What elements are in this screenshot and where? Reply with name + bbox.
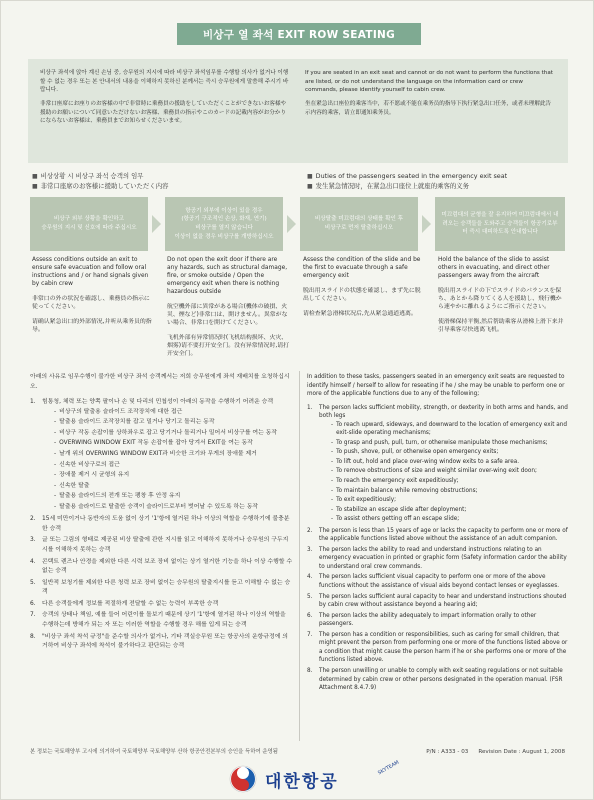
notice-korean: 비상구 좌석에 앉아 계신 손님 중, 승무원의 지시에 따라 비상구 좌석임무를 수행할 의사가 없거나 이행 할 수 없는 경우 또는 본 안내서의 내용을 이해하지 못하신 분께서는 즉시 승무원에게 말씀해 주시기 바랍니다. <box>40 70 289 94</box>
duties-heading-right: ■ Duties of the passengers seated in the emergency exit seat ■ 发生紧急情况时，在紧急出口座位上就座的乘客的义务 <box>307 172 508 190</box>
item-number: 6. <box>307 612 313 619</box>
sub-item <box>54 418 277 428</box>
sub-item <box>54 471 277 481</box>
item-body <box>42 515 292 534</box>
dash-icon: - <box>54 503 57 510</box>
list-item <box>30 558 292 577</box>
item-number: 5. <box>307 593 313 600</box>
sub-item-text: To push, shove, pull, or otherwise open emergency exits; <box>336 449 499 456</box>
list-item <box>307 546 569 572</box>
flow-desc-2-zh: 飞机外部有异常情况时(飞机结构损坏、火灾、烟雾)请不要打开安全门。没有异常情况时,请打开安全门。 <box>167 334 289 357</box>
duty-flow <box>30 195 568 253</box>
item-text: The person lacks the ability adequately to impart information orally to other passengers. <box>319 612 537 628</box>
notice-box <box>28 59 568 163</box>
sub-item <box>54 482 277 492</box>
item-number: 3. <box>307 546 313 553</box>
dash-icon: - <box>331 487 334 494</box>
item-number: 8. <box>307 667 313 674</box>
sub-item <box>54 439 277 449</box>
item-number: 5. <box>30 579 36 586</box>
item-body <box>319 546 569 572</box>
list-item <box>307 573 569 590</box>
restrictions-intro: In addition to these tasks, passengers seated in an emergency exit seats are requested to identify himself / herself to allow for reseating if he / she may be unable to perform one or more of the applicable functions due to any of the following; <box>307 374 565 398</box>
item-number: 2. <box>30 516 36 523</box>
restrictions-english <box>307 373 569 695</box>
column-divider <box>299 371 300 741</box>
item-body <box>42 398 277 513</box>
sub-item <box>331 421 569 438</box>
list-item <box>30 633 292 652</box>
item-number: 1. <box>307 404 313 411</box>
sub-item <box>54 450 277 460</box>
dash-icon: - <box>331 516 334 523</box>
item-number: 4. <box>307 574 313 581</box>
item-text: 15세 미만이거나 동반자의 도움 없이 상기 '1'항에 열거된 하나 이상의 역할을 수행하기에 불충분한 승객 <box>42 516 290 532</box>
sub-item <box>331 487 569 496</box>
sub-item-text: 장애물 제거 시 균형의 유지 <box>59 472 130 479</box>
list-item <box>307 612 569 629</box>
sub-item-text: 신속한 비상구로의 접근 <box>59 461 120 468</box>
sub-list <box>54 408 277 513</box>
flow-step-4: 미끄럼대의 균형을 잘 유지하여 미끄럼대에서 내려오는 승객들을 도와주고 승객들이 항공기로부터 즉시 대피하도록 안내합니다 <box>435 197 565 251</box>
sub-item-text: 날개 위의 OVERWING WINDOW EXIT과 비슷한 크기와 무게의 장애물 제거 <box>59 450 257 457</box>
flow-desc-1 <box>32 257 152 342</box>
part-number: P/N : A333 - 03 <box>426 749 469 755</box>
dash-icon: - <box>331 458 334 465</box>
item-body <box>42 633 292 652</box>
sub-item <box>54 429 277 439</box>
arrow-icon <box>287 215 296 233</box>
sub-item <box>331 458 569 467</box>
taegeuk-icon <box>229 765 257 793</box>
sub-item-text: To reach the emergency exit expeditiously; <box>336 478 459 485</box>
sub-item <box>331 467 569 476</box>
item-text: 글 또는 그림의 형태로 제공된 비상 탈출에 관한 지시를 읽고 이해하지 못하거나 승무원의 구두지시를 이해하지 못하는 승객 <box>42 537 289 553</box>
list-item <box>30 611 292 630</box>
item-text: The person lacks sufficient aural capacity to hear and understand instructions shouted by cabin crew without assistance beyond a hearing aid; <box>319 593 567 609</box>
arrow-icon <box>152 215 161 233</box>
item-body <box>319 527 569 544</box>
item-text: The person has a condition or responsibilities, such as caring for small children, that might prevent the person from performing one or more of the functions listed above or a condition that might cause the person harm if he or she performs one or more of the functions listed above. <box>319 631 568 664</box>
sub-item <box>54 408 277 418</box>
item-text: 승객의 상태나 책임, 예를 들어 어린이를 돌보기 때문에 상기 '1'항에 열거된 하나 이상의 역할을 수행하는데 방해가 되는 자 또는 이러한 역할을 수행할 경우 해를 입게 되는 승객 <box>42 612 286 628</box>
sub-item-text: To assist others getting off an escape slide; <box>336 516 460 523</box>
flow-step-2: 항공기 외부에 이상이 있을 경우 (항공기 구조적인 손상, 화재, 연기) 비상구를 열지 않습니다 이상이 없을 경우 비상구를 개방하십시오 <box>165 197 283 251</box>
sub-item-text: To reach upward, sideways, and downward to the location of emergency exit and exit-slide operating mechanisms; <box>336 421 567 437</box>
item-body <box>42 558 292 577</box>
sub-item-text: To maintain balance while removing obstructions; <box>336 487 478 494</box>
restrictions-korean <box>30 373 292 654</box>
dash-icon: - <box>54 472 57 479</box>
flow-desc-2-ja: 航空機外部に異常がある場合(機体の破損、火災、煙など)非常口は、開けません。異常がない場合、非常口を開けてください。 <box>167 303 288 326</box>
page-title: 비상구 열 좌석 EXIT ROW SEATING <box>177 23 421 45</box>
approval-note: 본 정보는 국토해양부 고시에 의거하여 국토해양부 국토해양부 산하 항공안전본부의 승인을 득하여 운영됨 <box>30 749 278 755</box>
sub-item <box>331 506 569 515</box>
list-item <box>30 398 292 513</box>
item-body <box>319 573 569 590</box>
flow-desc-3 <box>303 257 423 326</box>
dash-icon: - <box>331 439 334 446</box>
sub-item-text: 탈출용 슬라이드 조작장치를 잡고 밀거나 당기고 돌리는 동작 <box>59 419 215 426</box>
duties-english: Duties of the passengers seated in the emergency exit seat <box>315 172 508 180</box>
item-body <box>42 600 218 610</box>
item-number: 4. <box>30 558 36 565</box>
restrictions-list <box>307 404 569 693</box>
dash-icon: - <box>54 419 57 426</box>
item-text: 다른 승객들에게 정보를 적절하게 전달할 수 없는 능력이 부족한 승객 <box>42 600 219 607</box>
sub-item-text: To lift out, hold and place over-wing window exits to a safe area. <box>336 458 520 465</box>
item-body <box>319 612 569 629</box>
list-item <box>307 404 569 525</box>
flow-step-1: 비상구 외부 상황을 확인하고 승무원의 지시 및 신호에 따라 주십시오 <box>30 197 148 251</box>
sub-item-text: 탈출용 슬라이드의 전개 또는 팽창 후 안정 유지 <box>59 493 181 500</box>
list-item <box>30 536 292 555</box>
dash-icon: - <box>54 450 57 457</box>
sub-item <box>331 477 569 486</box>
item-text: "비상구 좌석 착석 규정"을 준수할 의사가 없거나, 기타 객실승무원 또는 항공사의 운항규정에 의거하여 비상구 좌석에 착석이 불가하다고 판단되는 승객 <box>42 633 288 650</box>
notice-right <box>305 69 556 153</box>
flow-desc-1-zh: 请确认紧急出口的外部情况,并听从乘务员的指导。 <box>32 318 152 333</box>
flow-desc-4-zh: 使滑梯保持平衡,然后帮助乘客从滑梯上滑下来并引导乘客尽快逃离飞机。 <box>438 318 564 333</box>
item-body <box>319 593 569 610</box>
flow-desc-4-en: Hold the balance of the slide to assist others in evacuating, and direct other passengers away from the aircraft <box>438 257 550 279</box>
flow-desc-2 <box>167 257 289 366</box>
sub-item <box>331 448 569 457</box>
sub-list <box>331 421 569 524</box>
item-number: 1. <box>30 399 36 406</box>
item-number: 2. <box>307 527 313 534</box>
list-item <box>307 527 569 544</box>
arrow-icon <box>422 215 431 233</box>
list-item <box>30 600 292 610</box>
item-body <box>319 631 569 665</box>
list-item <box>307 631 569 665</box>
item-number: 7. <box>307 631 313 638</box>
dash-icon: - <box>331 478 334 485</box>
sub-item-text: 신속한 탈출 <box>59 482 90 489</box>
flow-desc-2-en: Do not open the exit door if there are any hazards, such as structural damage, fire, or smoke outside / Open the emergency exit when there is nothing hazardous outside <box>167 257 288 295</box>
item-text: 힘통청, 체력 또는 양쪽 팔이나 손 및 다리의 민첩성이 아래의 동작을 수행하기 어려운 승객 <box>42 399 274 406</box>
list-item <box>30 515 292 534</box>
notice-japanese: 非常口座席にお座りのお客様の中で非常時に乗務員の援助をしていただくことができないお客様や援助のお願いについて同意いただけないお客様、乗務員の指示やこのカードの記載内容がお分かりにならないお客様は、乗務員までお知らせくださいませ。 <box>40 100 287 125</box>
revision-date: Revision Date : August 1, 2008 <box>478 749 565 755</box>
dash-icon: - <box>331 497 334 504</box>
list-item <box>307 667 569 693</box>
sub-item-text: OVERWING WINDOW EXIT 작동 손잡이를 잡아 당겨서 EXIT을 여는 동작 <box>59 440 253 447</box>
flow-step-3: 비상탈출 미끄럼대의 상태를 확인 후 비상구로 먼저 탈출하십시오 <box>300 197 418 251</box>
sub-item-text: To remove obstructions of size and weight similar over-wing exit doon; <box>336 468 537 475</box>
restrictions-intro: 아래의 사유로 임무수행이 불가한 비상구 좌석 승객께서는 저희 승무원에게 좌석 재배치를 요청하십시오. <box>30 374 290 390</box>
flow-desc-1-ja: 非常口の外の状況を確認し、乗務員の指示に従ってください。 <box>32 295 150 310</box>
sub-item <box>54 503 277 513</box>
item-text: The person is less than 15 years of age or lacks the capacity to perform one or more of the applicable functions listed above without the assistance of an adult companion. <box>319 527 568 543</box>
restrictions-list <box>30 398 292 652</box>
dash-icon: - <box>54 461 57 468</box>
flow-desc-4 <box>438 257 566 342</box>
notice-chinese: 坐在紧急出口座位的乘客当中，若不愿或不能在乘务员的指导下执行紧急出口任务，或者未理解此告示内容的乘客，请立即通知乘务员。 <box>305 100 552 116</box>
notice-left <box>40 69 291 153</box>
dash-icon: - <box>331 468 334 475</box>
sub-item-text: To stabilize an escape slide after deployment; <box>336 506 467 513</box>
item-number: 6. <box>30 600 36 607</box>
sub-item <box>331 496 569 505</box>
dash-icon: - <box>54 493 57 500</box>
revision-info <box>426 749 565 755</box>
sub-item-text: To exit expeditiously; <box>336 497 397 504</box>
item-body <box>319 667 569 693</box>
duties-korean: 비상상황 시 비상구 좌석 승객의 임무 <box>40 172 144 180</box>
airline-logo <box>229 759 401 793</box>
item-text: 콘택트 렌즈나 안경을 제외한 다른 시력 보조 장비 없이는 상기 열거한 기능을 하나 이상 수행할 수 없는 승객 <box>42 558 293 575</box>
dash-icon: - <box>331 421 334 428</box>
airline-name: 대한항공 <box>265 771 339 792</box>
item-number: 3. <box>30 537 36 544</box>
list-item <box>30 579 292 598</box>
notice-english: If you are seated in an exit seat and cannot or do not want to perform the functions that are listed, or do not understand the language on the information card or crew commands, please identify yourself to cabin crew. <box>305 70 553 94</box>
dash-icon: - <box>331 506 334 513</box>
item-text: The person lacks the ability to read and understand instructions relating to an emergency evacuation in printed or graphic form (Safety information cardor the ability to understand oral crew commands. <box>319 546 567 570</box>
dash-icon: - <box>54 440 57 447</box>
sub-item <box>331 515 569 524</box>
dash-icon: - <box>54 408 57 415</box>
item-body <box>42 579 292 598</box>
item-text: The person lacks sufficient mobility, strength, or dexterity in both arms and hands, and both legs <box>319 404 568 420</box>
flow-desc-3-en: Assess the condition of the slide and be the first to evacuate through a safe emergency exit <box>303 257 421 279</box>
sub-item <box>54 492 277 502</box>
flow-desc-1-en: Assess conditions outside an exit to ensure safe evacuation and follow oral instructions and / or hand signals given by cabin crew <box>32 257 149 287</box>
flow-desc-3-ja: 脱出用スライドの状態を確認し、まず先に脱出してください。 <box>303 287 421 302</box>
sub-item-text: 비상구 작동 손잡이를 상하좌우로 잡고 당기거나 돌리거나 밀어서 비상구를 여는 동작 <box>59 429 278 436</box>
dash-icon: - <box>54 429 57 436</box>
dash-icon: - <box>331 449 334 456</box>
dash-icon: - <box>54 482 57 489</box>
item-text: The person unwilling or unable to comply with exit seating regulations or not suitable determined by cabin crew or other persons designated in the operation manual. (FSR Attachment 8.4.7.9) <box>319 667 563 692</box>
sub-item-text: To grasp and push, pull, turn, or otherwise manipulate those mechanisms; <box>336 439 548 446</box>
sub-item <box>331 439 569 448</box>
flow-desc-4-ja: 脱出用スライドの下でスライドのバランスを保ち、あとから降りてくる人を援助し、飛行機から速やかに離れるようにご指示ください。 <box>438 287 562 310</box>
flow-desc-3-zh: 请检查紧急滑梯状况后,先从紧急通道逃离。 <box>303 310 417 317</box>
duties-chinese: 发生紧急情况时，在紧急出口座位上就座的乘客的义务 <box>315 181 470 190</box>
item-number: 8. <box>30 633 36 640</box>
list-item <box>307 593 569 610</box>
item-body <box>319 404 569 525</box>
sub-item-text: 비상구의 탈출용 슬라이드 조작장치에 대한 접근 <box>59 408 183 415</box>
duties-heading-left: ■ 비상상황 시 비상구 좌석 승객의 임무 ■ 非常口座席のお客様に援助していただく内容 <box>32 172 169 190</box>
item-text: 일반적 보청기를 제외한 다른 청력 보조 장비 없이는 승무원의 탈출지시를 듣고 이해할 수 없는 승객 <box>42 579 291 596</box>
duties-japanese: 非常口座席のお客様に援助していただく内容 <box>40 181 169 190</box>
sub-item <box>54 461 277 471</box>
skyteam-logo: SKYTEAM <box>377 759 401 777</box>
item-body <box>42 611 292 630</box>
item-text: The person lacks sufficient visual capacity to perform one or more of the above functions without the assistance of visual aids beyond contact lenses or eyeglasses. <box>319 574 560 590</box>
item-number: 7. <box>30 612 36 619</box>
item-body <box>42 536 292 555</box>
sub-item-text: 탈출용 슬라이드로 탈출한 승객이 슬라이드로부터 벗어날 수 있도록 하는 동작 <box>59 503 259 510</box>
